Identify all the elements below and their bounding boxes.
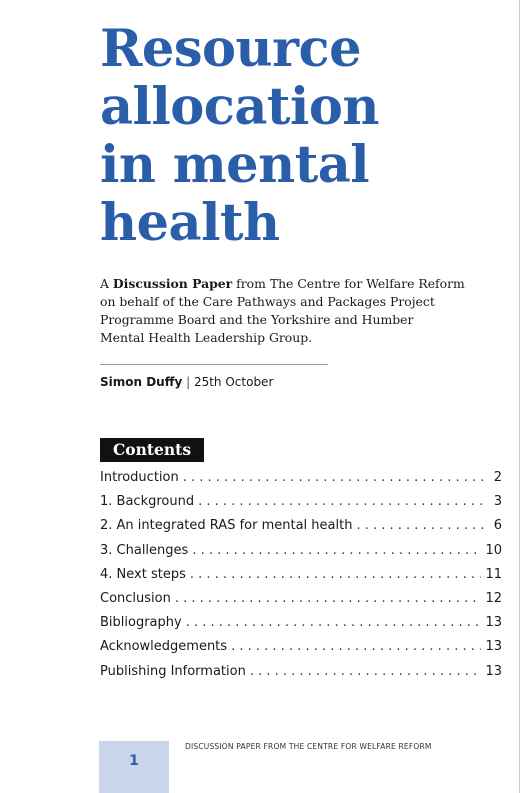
title-line: health <box>100 193 280 253</box>
toc-entry[interactable] <box>100 615 502 639</box>
intro-line: on behalf of the Care Pathways and Packages Project <box>100 294 435 309</box>
toc-page-number: 3 <box>493 494 502 510</box>
toc-page-number: 6 <box>493 518 502 534</box>
toc-entry[interactable] <box>100 567 502 591</box>
author-name: Simon Duffy <box>100 375 183 389</box>
toc-leader-dots <box>356 518 488 533</box>
toc-entry[interactable] <box>100 591 502 615</box>
toc-entry-label: Introduction <box>100 470 179 485</box>
toc-leader-dots <box>175 591 482 606</box>
toc-leader-dots <box>231 639 481 654</box>
toc-leader-dots <box>250 664 482 679</box>
title-line: allocation <box>100 77 379 137</box>
title-line: Resource <box>100 19 362 79</box>
toc-entry[interactable] <box>100 664 502 688</box>
toc-entry-label: 3. Challenges <box>100 542 189 558</box>
intro-line <box>100 275 510 293</box>
toc-entry[interactable] <box>100 494 502 518</box>
toc-entry-label: 4. Next steps <box>100 566 186 582</box>
toc-page-number: 12 <box>485 590 502 606</box>
intro-prefix: A <box>100 276 113 291</box>
toc-entry-label: 2. An integrated RAS for mental health <box>100 518 353 534</box>
intro-line: Programme Board and the Yorkshire and Humber <box>100 312 414 327</box>
title-line: in mental <box>100 135 370 195</box>
running-footer: DISCUSSION PAPER FROM THE CENTRE FOR WELFARE REFORM <box>185 742 432 751</box>
toc-entry[interactable] <box>100 470 502 494</box>
intro-suffix: from The Centre for Welfare Reform <box>232 276 465 291</box>
toc-page-number: 13 <box>485 663 502 679</box>
toc-entry-label: Publishing Information <box>100 663 246 679</box>
intro-bold-term: Discussion Paper <box>112 276 233 291</box>
page-number-badge: 1 <box>99 741 169 793</box>
intro-line: Mental Health Leadership Group. <box>100 330 313 345</box>
toc-entry[interactable] <box>100 518 502 542</box>
byline-separator: | <box>182 375 194 389</box>
toc-leader-dots <box>190 567 482 582</box>
toc-entry-label: Conclusion <box>100 590 171 606</box>
document-title <box>100 20 510 252</box>
toc-leader-dots <box>192 543 481 558</box>
intro-paragraph <box>100 275 510 347</box>
toc-entry[interactable] <box>100 543 502 567</box>
toc-page-number: 2 <box>493 470 502 485</box>
toc-leader-dots <box>183 470 488 485</box>
byline-divider <box>100 364 328 365</box>
toc-entry-label: 1. Background <box>100 494 195 510</box>
toc-page-number: 11 <box>485 566 502 582</box>
toc-page-number: 13 <box>485 615 502 631</box>
toc-leader-dots <box>186 615 482 630</box>
toc-page-number: 10 <box>485 542 502 558</box>
toc-entry[interactable] <box>100 639 502 663</box>
publication-date: 25th October <box>193 375 274 389</box>
byline <box>100 374 273 390</box>
table-of-contents <box>100 470 502 688</box>
toc-leader-dots <box>198 494 488 509</box>
toc-entry-label: Acknowledgements <box>100 639 228 655</box>
toc-page-number: 13 <box>485 639 502 655</box>
toc-entry-label: Bibliography <box>100 615 182 631</box>
contents-heading: Contents <box>100 438 204 462</box>
